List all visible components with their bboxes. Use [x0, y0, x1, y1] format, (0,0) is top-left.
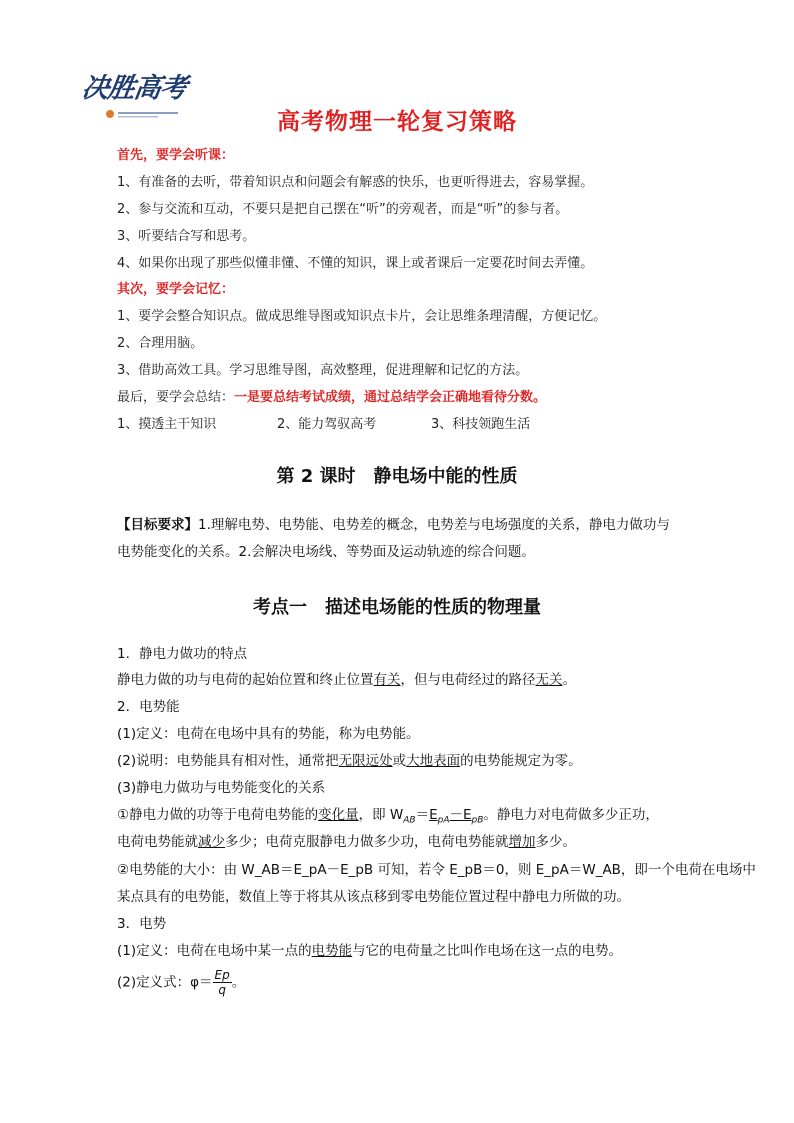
text-run: ，但与电荷经过的路径: [400, 672, 536, 688]
list-item: 1、有准备的去听，带着知识点和问题会有解惑的快乐，也更听得进去，容易掌握。: [117, 175, 594, 190]
summary-line: [117, 386, 546, 405]
point-title: 考点一 描述电场能的性质的物理量: [253, 597, 541, 618]
text-run: ①静电力做的功等于电荷电势能的: [117, 807, 319, 823]
list-item: 3、借助高效工具。学习思维导图，高效整理，促进理解和记忆的方法。: [117, 363, 529, 378]
list-item: 1、摸透主干知识: [117, 417, 217, 432]
text-run: 静电力做的功与电荷的起始位置和终止位置: [117, 672, 374, 688]
summary-emphasis: 一是要总结考试成绩，通过总结学会正确地看待分数。: [234, 390, 547, 405]
goal-line-1: [117, 513, 670, 533]
goal-label: 【目标要求】: [117, 517, 198, 533]
p3-heading: 3．电势: [117, 916, 167, 932]
fraction: [213, 968, 232, 997]
list-item: 3、听要结合写和思考。: [117, 229, 256, 244]
list-item: 3、科技领跑生活: [431, 417, 531, 432]
text-run: 。: [231, 974, 246, 991]
list-item: 2、合理用脑。: [117, 336, 204, 351]
section-heading-listen: 首先，要学会听课：: [117, 148, 235, 163]
p2-def: (1)定义：电荷在电场中具有的势能，称为电势能。: [117, 726, 420, 742]
fraction-denominator: q: [218, 983, 226, 997]
p2-item-2-cont: 某点具有的电势能，数值上等于将其从该点移到零电势能位置过程中静电力所做的功。: [117, 889, 630, 905]
page-title: 高考物理一轮复习策略: [277, 109, 517, 135]
text-run: 。: [562, 672, 576, 688]
text-run: (2)定义式：φ＝: [117, 974, 213, 991]
text-run: 多少。: [535, 834, 576, 850]
goal-line-2: 电势能变化的关系。2.会解决电场线、等势面及运动轨迹的综合问题。: [117, 544, 535, 560]
text-run: 电荷电势能就: [117, 834, 198, 850]
p1-heading: 1．静电力做功的特点: [117, 646, 248, 662]
subscript: pB: [471, 815, 484, 826]
p2-relation: (3)静电力做功与电势能变化的关系: [117, 780, 326, 796]
p2-heading: 2．电势能: [117, 699, 180, 715]
underlined-term: 大地表面: [406, 753, 461, 769]
goal-text-1: 1.理解电势、电势能、电势差的概念，电势差与电场强度的关系，静电力做功与: [198, 517, 670, 533]
text-run: 的电势能规定为零。: [460, 753, 582, 769]
fraction-numerator: Ep: [214, 968, 230, 982]
underlined-term: 电势能: [311, 943, 353, 959]
p1-text: [117, 668, 576, 688]
subscript: pA: [437, 815, 450, 826]
list-item: 2、参与交流和互动，不要只是把自己摆在“听”的旁观者，而是“听”的参与者。: [117, 202, 569, 217]
text-run: ＝: [415, 807, 430, 823]
underlined-term: 无限远处: [338, 753, 393, 769]
text-run: (2)说明：电势能具有相对性，通常把: [117, 753, 339, 769]
p2-item-1: [117, 803, 659, 826]
text-run: ，即 W: [358, 807, 404, 823]
text-run: 多少；电荷克服静电力做多少功，电荷电势能就: [225, 834, 509, 850]
section-heading-memory: 其次，要学会记忆：: [117, 282, 235, 297]
underlined-term: 减少: [198, 834, 225, 850]
underlined-term: 无关: [535, 672, 563, 688]
text-run: －E: [449, 807, 472, 823]
subscript: AB: [403, 815, 416, 826]
text-run: 或: [392, 753, 407, 769]
underlined-term: 变化量: [318, 807, 359, 823]
summary-prefix: 最后，要学会总结：: [117, 390, 235, 405]
list-item: 2、能力驾驭高考: [277, 417, 377, 432]
text-run: 。静电力对电荷做多少正功，: [483, 807, 659, 823]
p2-item-1-cont: [117, 830, 576, 850]
list-item: 1、要学会整合知识点。做成思维导图或知识点卡片，会让思维条理清醒，方便记忆。: [117, 309, 607, 324]
list-item: 4、如果你出现了那些似懂非懂、不懂的知识，课上或者课后一定要花时间去弄懂。: [117, 256, 594, 271]
underlined-formula: [429, 807, 484, 826]
underlined-term: 有关: [373, 672, 401, 688]
p3-def: [117, 939, 622, 959]
text-run: (1)定义：电荷在电场中某一点的: [117, 943, 312, 959]
logo-text: 决胜高考: [79, 73, 189, 104]
lesson-title: 第 2 课时 静电场中能的性质: [276, 466, 518, 487]
p3-formula: [117, 968, 245, 997]
p2-item-2: ②电势能的大小：由 W_AB＝E_pA－E_pB 可知，若令 E_pB＝0，则 E_pA＝W_AB，即一个电荷在电场中: [117, 862, 756, 878]
text-run: 与它的电荷量之比叫作电场在这一点的电势。: [352, 943, 623, 959]
underlined-term: 增加: [508, 834, 536, 850]
text-run: E: [429, 807, 438, 823]
p2-note: [117, 749, 582, 769]
